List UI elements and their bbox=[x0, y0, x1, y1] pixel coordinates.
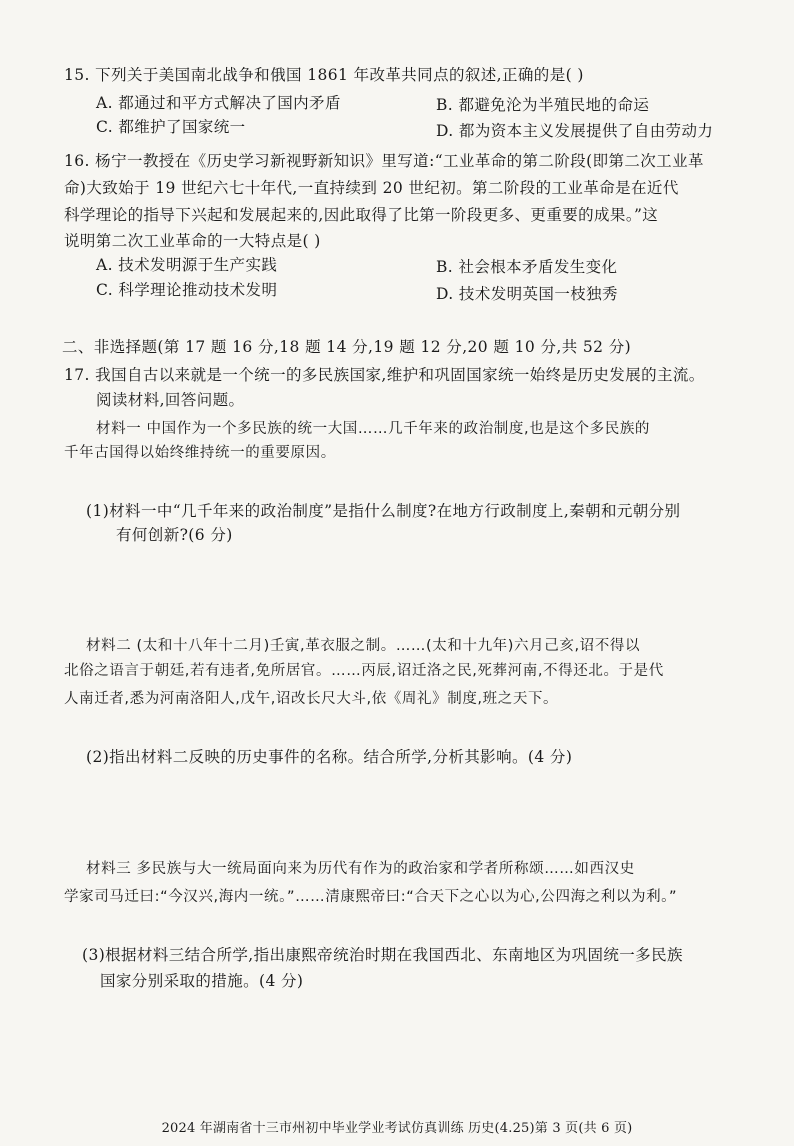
question-15-option-b: B. 都避免沦为半殖民地的命运 bbox=[436, 96, 650, 114]
question-16-stem-line: 说明第二次工业革命的一大特点是( ) bbox=[64, 232, 321, 250]
material-1-line: 材料一 中国作为一个多民族的统一大国……几千年来的政治制度,也是这个多民族的 bbox=[96, 421, 651, 437]
material-3-line: 材料三 多民族与大一统局面向来为历代有作为的政治家和学者所称颂……如西汉史 bbox=[86, 861, 635, 877]
sub-question-1-line: 有何创新?(6 分) bbox=[116, 526, 233, 544]
material-2-line: 材料二 (太和十八年十二月)壬寅,革衣服之制。……(太和十九年)六月己亥,诏不得以 bbox=[86, 638, 641, 654]
section-2-heading: 二、非选择题(第 17 题 16 分,18 题 14 分,19 题 12 分,20 题 10 分,共 52 分) bbox=[62, 338, 632, 356]
question-15-option-c: C. 都维护了国家统一 bbox=[96, 118, 246, 136]
question-17-stem-line: 阅读材料,回答问题。 bbox=[96, 391, 245, 409]
question-15-option-d: D. 都为资本主义发展提供了自由劳动力 bbox=[436, 122, 714, 140]
question-15-option-a: A. 都通过和平方式解决了国内矛盾 bbox=[96, 94, 341, 112]
sub-question-1-line: (1)材料一中“几千年来的政治制度”是指什么制度?在地方行政制度上,秦朝和元朝分别 bbox=[86, 502, 681, 520]
material-2-line: 北俗之语言于朝廷,若有违者,免所居官。……丙辰,诏迁洛之民,死葬河南,不得还北。于是代 bbox=[64, 663, 664, 679]
sub-question-3-line: 国家分别采取的措施。(4 分) bbox=[100, 972, 304, 990]
question-16-stem-line: 科学理论的指导下兴起和发展起来的,因此取得了比第一阶段更多、更重要的成果。”这 bbox=[64, 206, 659, 224]
sub-question-2: (2)指出材料二反映的历史事件的名称。结合所学,分析其影响。(4 分) bbox=[86, 748, 573, 766]
question-16-option-c: C. 科学理论推动技术发明 bbox=[96, 281, 278, 299]
question-17-stem-line: 17. 我国自古以来就是一个统一的多民族国家,维护和巩固国家统一始终是历史发展的主流。 bbox=[64, 366, 705, 384]
question-15-stem: 15. 下列关于美国南北战争和俄国 1861 年改革共同点的叙述,正确的是( ) bbox=[64, 66, 584, 84]
material-3-line: 学家司马迁曰:“今汉兴,海内一统。”……清康熙帝曰:“合天下之心以为心,公四海之利以为利。” bbox=[64, 889, 678, 905]
page-footer: 2024 年湖南省十三市州初中毕业学业考试仿真训练 历史(4.25)第 3 页(共 6 页) bbox=[161, 1121, 633, 1136]
question-16-stem-line: 命)大致始于 19 世纪六七十年代,一直持续到 20 世纪初。第二阶段的工业革命是在近代 bbox=[64, 179, 679, 197]
question-16-stem-line: 16. 杨宁一教授在《历史学习新视野新知识》里写道:“工业革命的第二阶段(即第二次工业革 bbox=[64, 152, 704, 170]
question-16-option-a: A. 技术发明源于生产实践 bbox=[96, 256, 278, 274]
material-2-line: 人南迁者,悉为河南洛阳人,戊午,诏改长尺大斗,依《周礼》制度,班之天下。 bbox=[64, 691, 559, 707]
question-16-option-d: D. 技术发明英国一枝独秀 bbox=[436, 285, 618, 303]
material-1-line: 千年古国得以始终维持统一的重要原因。 bbox=[64, 445, 336, 461]
sub-question-3-line: (3)根据材料三结合所学,指出康熙帝统治时期在我国西北、东南地区为巩固统一多民族 bbox=[82, 946, 683, 964]
question-16-option-b: B. 社会根本矛盾发生变化 bbox=[436, 258, 618, 276]
